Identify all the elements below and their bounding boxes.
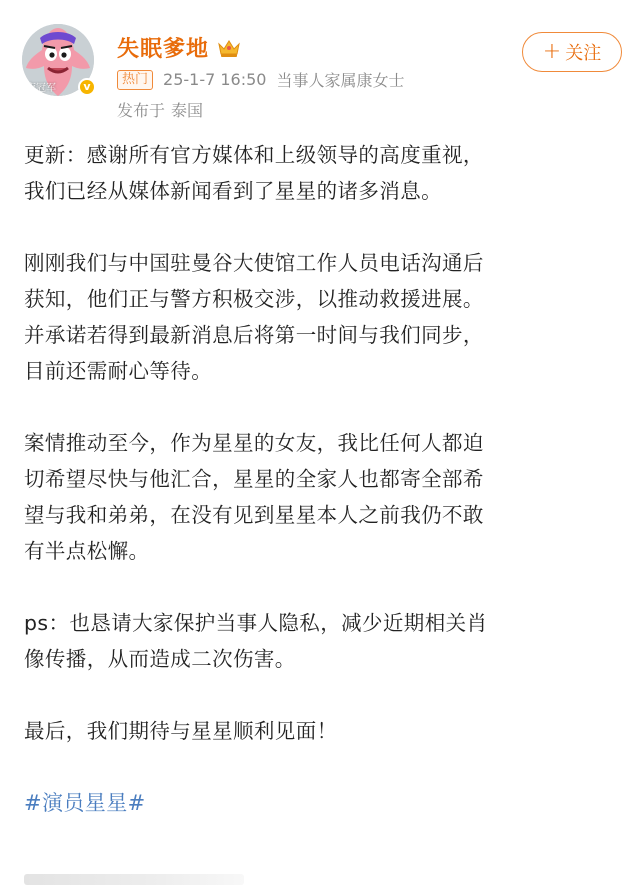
post-meta-row xyxy=(117,68,405,91)
hot-badge: 热门 xyxy=(117,70,153,90)
post-text-line: 获知，他们正与警方积极交涉，以推动救援进展。 xyxy=(24,287,484,311)
location-prefix: 发布于 xyxy=(117,101,166,120)
post-text-line: ps：也恳请大家保护当事人隐私，减少近期相关肖 xyxy=(24,611,488,635)
post-text-line: 像传播，从而造成二次伤害。 xyxy=(24,647,296,671)
username-link[interactable]: 失眠爹地 xyxy=(117,37,210,62)
username-row xyxy=(117,32,241,63)
post-text-line: 切希望尽快与他汇合，星星的全家人也都寄全部希 xyxy=(24,467,484,491)
post-paragraph xyxy=(24,425,620,569)
post-text-line: 目前还需耐心等待。 xyxy=(24,359,213,383)
post-text-line: 刚刚我们与中国驻曼谷大使馆工作人员电话沟通后 xyxy=(24,251,484,275)
post-paragraph xyxy=(24,137,620,209)
post-paragraph xyxy=(24,245,620,389)
location-name: 泰国 xyxy=(171,101,204,120)
follow-button[interactable] xyxy=(522,32,622,72)
avatar-caption: 夜冠军 xyxy=(26,83,56,94)
post-source: 当事人家属康女士 xyxy=(276,71,405,90)
post-text-line: 望与我和弟弟，在没有见到星星本人之前我仍不敢 xyxy=(24,503,484,527)
post-text-line: 我们已经从媒体新闻看到了星星的诸多消息。 xyxy=(24,179,442,203)
follow-label: 关注 xyxy=(565,43,602,64)
post-text-line: 并承诺若得到最新消息后将第一时间与我们同步， xyxy=(24,323,484,347)
crown-icon xyxy=(217,38,241,58)
post-paragraph xyxy=(24,713,620,749)
cropped-next-line xyxy=(24,874,244,885)
hashtag-link[interactable]: #演员星星# xyxy=(24,791,146,815)
plus-icon: + xyxy=(542,39,562,64)
post-location-row xyxy=(117,98,203,121)
post-paragraph xyxy=(24,605,620,677)
post-text-line: 有半点松懈。 xyxy=(24,539,150,563)
post-content xyxy=(24,137,620,821)
post-text-line: 最后，我们期待与星星顺利见面！ xyxy=(24,719,338,743)
post-text-line: 更新：感谢所有官方媒体和上级领导的高度重视， xyxy=(24,143,484,167)
post-header xyxy=(22,20,622,130)
post-timestamp: 25-1-7 16:50 xyxy=(163,70,267,89)
verified-badge-icon: v xyxy=(78,78,96,96)
post-text-line: 案情推动至今，作为星星的女友，我比任何人都迫 xyxy=(24,431,484,455)
